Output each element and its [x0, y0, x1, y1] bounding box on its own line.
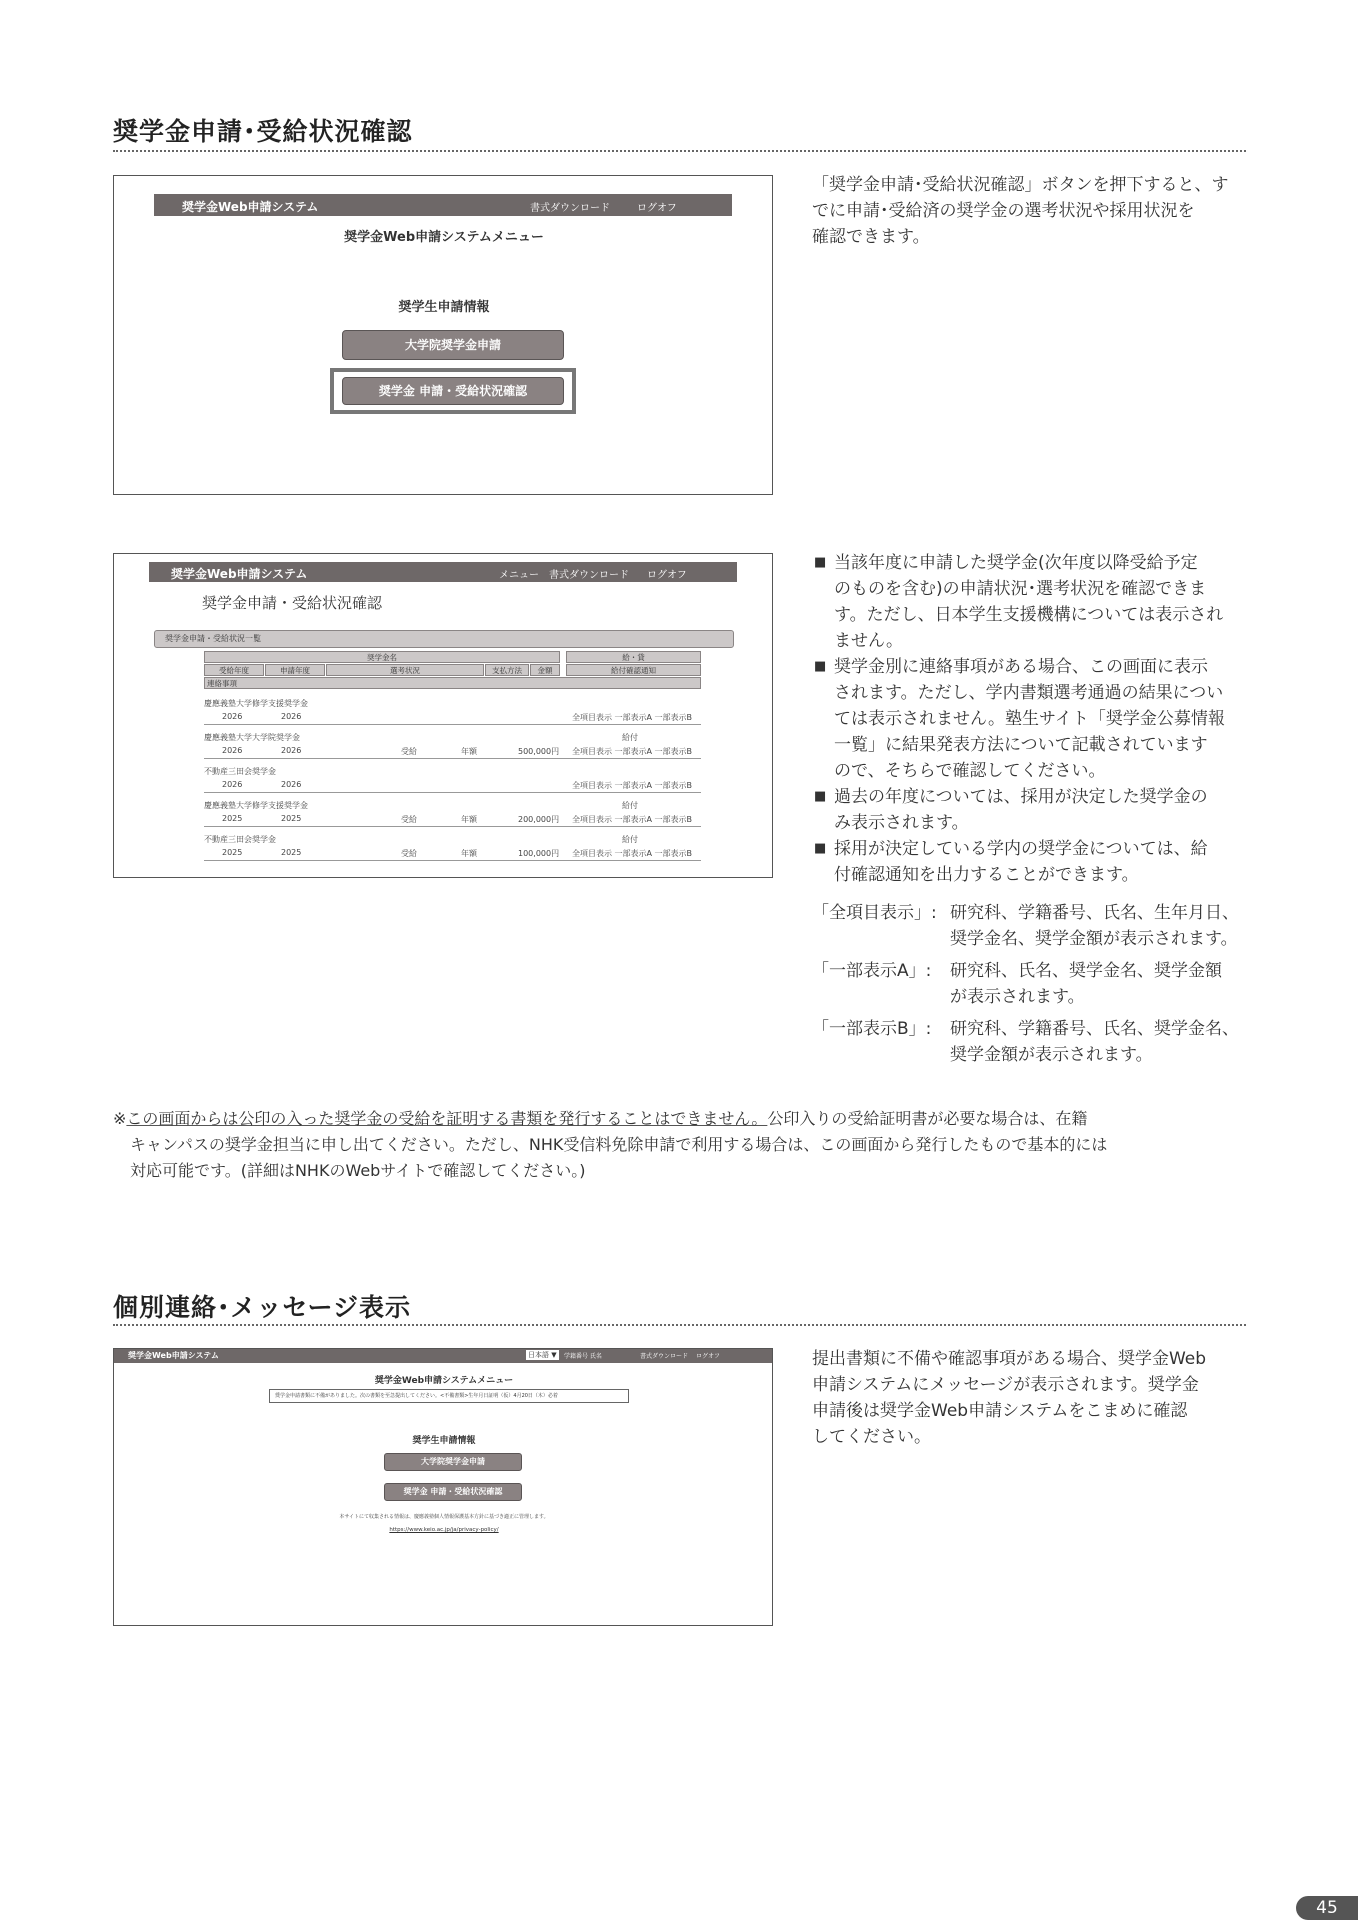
definition-line: 研究科、学籍番号、氏名、生年月日、 [950, 903, 1239, 923]
group-label: 奨学生申請情報 [412, 1436, 476, 1446]
desc-line: 確認できます。 [812, 227, 930, 247]
bullet-square-icon: ■ [814, 659, 827, 674]
bullet-line: ません。 [834, 631, 904, 651]
row-year-app: 2025 [281, 848, 302, 857]
certificate-note [113, 1106, 1253, 1184]
note-line2: キャンパスの奨学金担当に申し出てください。ただし、NHK受信料免除申請で利用する場合は、この画面から発行したもので基本的には [130, 1135, 1108, 1154]
header-kyuyo: 給・貸 [566, 651, 701, 663]
header-method: 支払方法 [485, 664, 529, 676]
bullet-line: 一覧」に結果発表方法について記載されています [834, 735, 1208, 755]
logoff-link[interactable]: ログオフ [647, 570, 687, 581]
row-amount: 200,000円 [518, 815, 560, 824]
desc-line: してください。 [812, 1427, 931, 1447]
desc-line: 「奨学金申請･受給状況確認」ボタンを押下すると、す [812, 175, 1229, 195]
row-notice-links[interactable]: 全項目表示 一部表示A 一部表示B [572, 713, 693, 722]
row-year-app: 2025 [281, 814, 302, 823]
message-box: 奨学金申請書類に不備がありました。次の書類を至急提出してください。<不備書類>生年月日証明（仮）4月20日（木）必着 [269, 1389, 629, 1403]
row-year-app: 2026 [281, 712, 302, 721]
row-notice-links[interactable]: 全項目表示 一部表示A 一部表示B [572, 849, 693, 858]
definition-term: 「全項目表示」: [812, 903, 937, 923]
row-year-app: 2026 [281, 746, 302, 755]
header-notice: 給付確認通知 [566, 664, 701, 676]
row-divider [204, 724, 701, 725]
bullet-line: 過去の年度については、採用が決定した奨学金の [834, 787, 1208, 807]
row-year-app: 2026 [281, 780, 302, 789]
row-kyuyo: 給付 [622, 733, 638, 742]
row-year-recv: 2025 [222, 814, 243, 823]
row-name: 慶應義塾大学修学支援奨学金 [204, 801, 308, 810]
definition-line: 研究科、氏名、奨学金名、奨学金額 [950, 961, 1222, 981]
row-name: 不動産三田会奨学金 [204, 767, 276, 776]
status-check-button[interactable]: 奨学金 申請・受給状況確認 [342, 377, 564, 405]
bullet-line: 付確認通知を出力することができます。 [834, 865, 1139, 885]
section-title-messages: 個別連絡･メッセージ表示 [113, 1293, 412, 1322]
menu-link[interactable]: メニュー [499, 570, 539, 581]
privacy-notice: 本サイトにて収集される情報は、慶應義塾個人情報保護基本方針に基づき適正に管理します。 [339, 1514, 549, 1520]
bullet-item [814, 654, 1254, 784]
bullet-line: ては表示されません。塾生サイト「奨学金公募情報 [834, 709, 1225, 729]
bullet-item [814, 784, 1254, 836]
row-year-recv: 2025 [222, 848, 243, 857]
definition-term: 「一部表示B」: [812, 1019, 932, 1039]
definition-line: 奨学金額が表示されます。 [950, 1045, 1153, 1065]
row-name: 慶應義塾大学大学院奨学金 [204, 733, 300, 742]
row-divider [204, 758, 701, 759]
row-status: 受給 [401, 849, 417, 858]
bullet-line: み表示されます。 [834, 813, 969, 833]
row-method: 年額 [461, 747, 477, 756]
user-info: 学籍番号 氏名 [564, 1353, 602, 1360]
header-amount: 金額 [530, 664, 560, 676]
note-line3: 対応可能です。(詳細はNHKのWebサイトで確認してください。) [130, 1161, 586, 1180]
definition-line: が表示されます。 [950, 987, 1085, 1007]
bullet-line: 採用が決定している学内の奨学金については、給 [834, 839, 1208, 859]
page-number: 45 [1296, 1896, 1358, 1920]
bullet-item [814, 836, 1254, 888]
bullet-line: す。ただし、日本学生支援機構については表示され [834, 605, 1224, 625]
bullet-square-icon: ■ [814, 841, 827, 856]
bullet-line: されます。ただし、学内書類選考通過の結果につい [834, 683, 1224, 703]
header-status: 選考状況 [326, 664, 484, 676]
header-year-recv: 受給年度 [204, 664, 264, 676]
row-amount: 500,000円 [518, 747, 560, 756]
download-link[interactable]: 書式ダウンロード [530, 203, 610, 214]
definition-term: 「一部表示A」: [812, 961, 932, 981]
row-status: 受給 [401, 747, 417, 756]
row-notice-links[interactable]: 全項目表示 一部表示A 一部表示B [572, 781, 693, 790]
row-kyuyo: 給付 [622, 801, 638, 810]
row-divider [204, 826, 701, 827]
header-year-app: 申請年度 [265, 664, 325, 676]
desc-line: 申請後は奨学金Web申請システムをこまめに確認 [812, 1401, 1188, 1421]
download-link[interactable]: 書式ダウンロード [549, 570, 629, 581]
menu-title: 奨学金Web申請システムメニュー [374, 1376, 514, 1386]
note-underlined: この画面からは公印の入った奨学金の受給を証明する書類を発行することはできません。 [126, 1109, 768, 1128]
page-title: 奨学金申請・受給状況確認 [202, 594, 383, 612]
logoff-link[interactable]: ログオフ [637, 203, 677, 214]
app-header-bar [149, 562, 737, 582]
definition-line: 研究科、学籍番号、氏名、奨学金名、 [950, 1019, 1239, 1039]
definition-line: 奨学金名、奨学金額が表示されます。 [950, 929, 1238, 949]
section3-description [812, 1346, 1252, 1450]
row-year-recv: 2026 [222, 746, 243, 755]
privacy-policy-link[interactable]: https://www.keio.ac.jp/ja/privacy-policy/ [389, 1527, 499, 1533]
row-amount: 100,000円 [518, 849, 560, 858]
screenshot-message [113, 1348, 773, 1626]
row-notice-links[interactable]: 全項目表示 一部表示A 一部表示B [572, 815, 693, 824]
logoff-link[interactable]: ログオフ [696, 1353, 720, 1360]
bullet-square-icon: ■ [814, 789, 827, 804]
app-title: 奨学金Web申請システム [128, 1351, 219, 1360]
row-method: 年額 [461, 849, 477, 858]
language-select[interactable]: 日本語 ▼ [528, 1351, 557, 1359]
app-title: 奨学金Web申請システム [171, 567, 308, 581]
bullet-line: 奨学金別に連絡事項がある場合、この画面に表示 [834, 657, 1208, 677]
header-name: 奨学金名 [204, 651, 560, 663]
grad-scholarship-button[interactable]: 大学院奨学金申請 [384, 1453, 522, 1471]
row-year-recv: 2026 [222, 712, 243, 721]
bullet-line: 当該年度に申請した奨学金(次年度以降受給予定 [834, 553, 1198, 573]
app-header-bar [114, 1349, 773, 1363]
header-contact: 連絡事項 [204, 677, 701, 689]
bullet-item [814, 550, 1254, 654]
grad-scholarship-button[interactable]: 大学院奨学金申請 [342, 330, 564, 360]
list-title-bar: 奨学金申請・受給状況一覧 [154, 630, 734, 648]
row-kyuyo: 給付 [622, 835, 638, 844]
row-year-recv: 2026 [222, 780, 243, 789]
note-line1-rest: 公印入りの受給証明書が必要な場合は、在籍 [767, 1109, 1088, 1128]
row-divider [204, 792, 701, 793]
row-name: 慶應義塾大学修学支援奨学金 [204, 699, 308, 708]
section-title-status: 奨学金申請･受給状況確認 [113, 117, 413, 146]
download-link[interactable]: 書式ダウンロード [640, 1353, 689, 1360]
section-divider [113, 150, 1246, 152]
section-divider [113, 1324, 1246, 1326]
desc-line: 申請システムにメッセージが表示されます。奨学金 [812, 1375, 1199, 1395]
row-status: 受給 [401, 815, 417, 824]
row-divider [204, 860, 701, 861]
desc-line: でに申請･受給済の奨学金の選考状況や採用状況を [812, 201, 1195, 221]
bullet-line: ので、そちらで確認してください。 [834, 761, 1106, 781]
bullet-line: のものを含む)の申請状況･選考状況を確認できま [834, 579, 1207, 599]
row-notice-links[interactable]: 全項目表示 一部表示A 一部表示B [572, 747, 693, 756]
note-mark: ※ [113, 1109, 127, 1128]
status-check-button[interactable]: 奨学金 申請・受給状況確認 [384, 1483, 522, 1501]
desc-line: 提出書類に不備や確認事項がある場合、奨学金Web [812, 1349, 1207, 1369]
bullet-square-icon: ■ [814, 555, 827, 570]
row-method: 年額 [461, 815, 477, 824]
app-title: 奨学金Web申請システム [182, 200, 319, 214]
group-label: 奨学生申請情報 [398, 300, 490, 315]
menu-title: 奨学金Web申請システムメニュー [344, 230, 544, 245]
screenshot-menu [113, 175, 773, 495]
section1-description [812, 172, 1252, 250]
app-header-bar [154, 194, 732, 216]
row-name: 不動産三田会奨学金 [204, 835, 276, 844]
screenshot-status-list [113, 553, 773, 878]
